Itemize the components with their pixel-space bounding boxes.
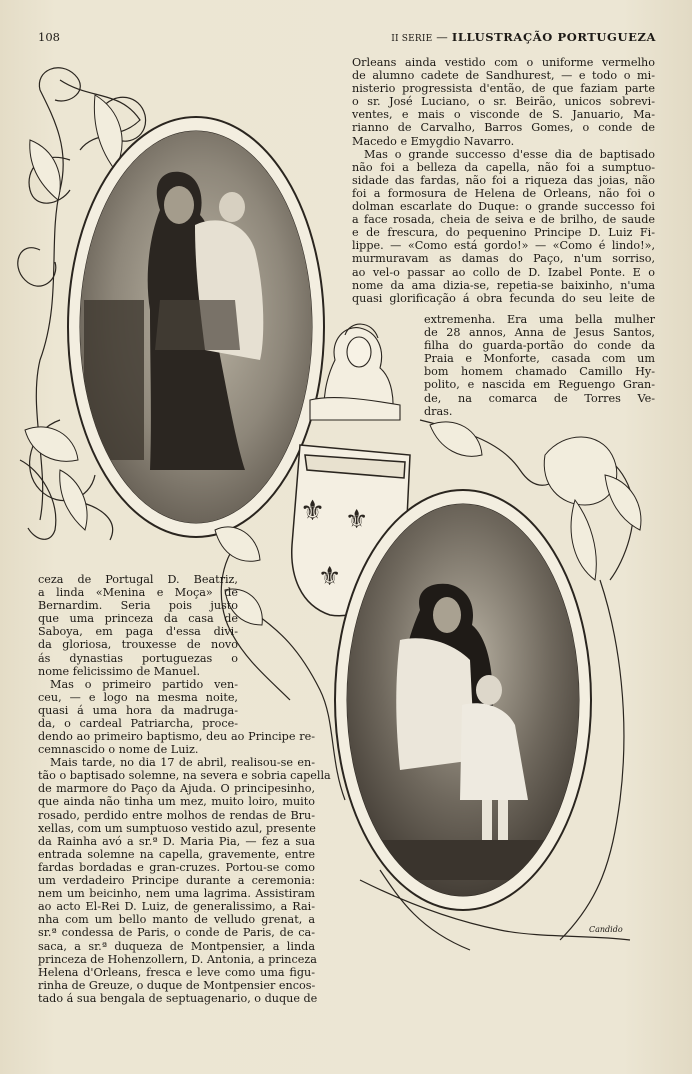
text-line: xellas, com um sumptuoso vestido azul, presente: [38, 821, 316, 835]
text-line: saca, a sr.ª duqueza de Montpensier, a linda: [38, 939, 315, 953]
text-line: da, o cardeal Patriarcha, proce-: [38, 717, 238, 731]
text-line: Bernardim. Seria pois justo: [38, 599, 238, 613]
text-line: rosado, perdido entre molhos de rendas de Bru-: [38, 808, 315, 822]
page-number: 108: [38, 30, 60, 44]
text-line: foi a formosura de Helena de Orleans, não foi o: [352, 186, 655, 200]
text-line: da Rainha avó a sr.ª D. Maria Pia, — fez a sua: [38, 834, 315, 848]
article-left-wide: [38, 730, 331, 1005]
text-line: Macedo e Emygdio Navarro.: [352, 134, 515, 148]
text-line: um verdadeiro Principe durante a ceremonia:: [38, 874, 315, 888]
text-line: cemnascido o nome de Luiz.: [38, 743, 199, 757]
text-line: bom homem chamado Camillo Hy-: [424, 365, 655, 379]
text-line: entrada solemne na capella, gravemente, entre: [38, 847, 315, 861]
text-line: Helena d'Orleans, fresca e leve como uma figu-: [38, 965, 315, 979]
text-line: Mais tarde, no dia 17 de abril, realisou-se en-: [50, 756, 315, 770]
text-line: dendo ao primeiro baptismo, deu ao Principe re-: [38, 730, 315, 743]
text-line: de marmore do Paço da Ajuda. O principesinho,: [38, 782, 315, 796]
svg-text:⚜: ⚜: [318, 562, 342, 592]
text-line: ao acto El-Rei D. Luiz, de generalissimo, a Rai-: [38, 900, 315, 914]
text-line: rinha de Greuze, o duque de Montpensier encos-: [38, 978, 316, 992]
text-line: a face rosada, cheia de seiva e de brilho, de saude: [352, 213, 655, 227]
illustrator-signature: Candido: [589, 925, 623, 934]
text-line: nha com um bello manto de velludo grenat, a: [38, 913, 315, 927]
text-line: filha do guarda-portão do conde da: [424, 339, 655, 353]
text-line: polito, e nascida em Reguengo Gran-: [424, 378, 655, 392]
text-line: ás dynastias portuguezas o: [38, 651, 238, 665]
text-line: fardas bordadas e gran-cruzes. Portou-se como: [38, 860, 315, 874]
svg-text:⚜: ⚜: [300, 494, 326, 527]
text-line: quasi glorificação á obra fecunda do seu leite de: [352, 291, 655, 305]
text-line: de alumno cadete de Sandhurest, — e todo o mi-: [352, 69, 655, 83]
text-line: não foi a belleza da capella, não foi a sumptuo-: [352, 160, 655, 174]
text-line: rianno de Carvalho, Barros Gomes, o conde de: [352, 121, 655, 135]
magazine-title: ILLUSTRAÇÃO PORTUGUEZA: [451, 30, 656, 44]
text-line: murmuravam as damas do Paço, n'um sorriso,: [352, 252, 655, 266]
text-line: nem um beicinho, nem uma lagrima. Assistiram: [38, 887, 315, 901]
text-line: sidade das fardas, não foi a riqueza das joias, não: [352, 173, 655, 187]
article-right-column: [352, 56, 655, 305]
text-line: extremenha. Era uma bella mulher: [424, 313, 655, 326]
text-line: que ainda não tinha um mez, muito loiro, muito: [38, 795, 315, 809]
text-line: e de frescura, do pequenino Principe D. Luiz Fi-: [352, 226, 655, 240]
article-right-narrow: [424, 313, 655, 418]
text-line: Praia e Monforte, casada com um: [424, 352, 655, 366]
text-line: quasi á uma hora da madruga-: [38, 703, 238, 717]
text-line: Saboya, em paga d'essa divi-: [38, 625, 238, 639]
text-line: lippe. — «Como está gordo!» — «Como é lindo!»,: [352, 239, 655, 253]
svg-text:⚜: ⚜: [345, 505, 369, 535]
text-line: dras.: [424, 404, 453, 418]
text-line: sr.ª condessa de Paris, o conde de Paris, de ca-: [38, 926, 315, 940]
text-line: que uma princeza da casa de: [38, 612, 238, 626]
text-line: nisterio progressista d'então, de que faziam parte: [352, 82, 655, 96]
text-line: tão o baptisado solemne, na severa e sobria capella: [38, 769, 331, 783]
text-line: tado á sua bengala de septuagenario, o duque de: [38, 991, 318, 1005]
text-line: o sr. José Luciano, o sr. Beirão, unicos sobrevi-: [352, 95, 655, 109]
text-line: Mas o grande successo d'esse dia de baptisado: [364, 147, 655, 161]
text-line: da gloriosa, trouxesse de novo: [38, 638, 238, 652]
series-label: II SERIE: [391, 34, 433, 44]
text-line: nome felicissimo de Manuel.: [38, 664, 201, 678]
text-line: a linda «Menina e Moça» de: [38, 586, 238, 600]
text-line: ventes, e mais o visconde de S. Januario, Ma-: [352, 108, 655, 122]
text-line: de, na comarca de Torres Ve-: [424, 391, 655, 405]
text-line: Mas o primeiro partido ven-: [50, 677, 238, 691]
text-line: dolman escarlate do Duque: o grande successo foi: [352, 200, 655, 214]
text-line: ao vel-o passar ao collo de D. Izabel Ponte. E o: [352, 265, 655, 279]
article-left-narrow: [38, 573, 238, 730]
text-line: Orleans ainda vestido com o uniforme vermelho: [352, 56, 655, 69]
text-line: nome da ama dizia-se, repetia-se baixinho, n'uma: [352, 278, 655, 292]
text-line: princeza de Hohenzollern, D. Antonia, a princeza: [38, 952, 317, 966]
text-line: ceza de Portugal D. Beatriz,: [38, 573, 238, 586]
text-line: ceu, — e logo na mesma noite,: [38, 690, 238, 704]
header-dash: —: [436, 30, 448, 44]
text-line: de 28 annos, Anna de Jesus Santos,: [424, 326, 655, 340]
